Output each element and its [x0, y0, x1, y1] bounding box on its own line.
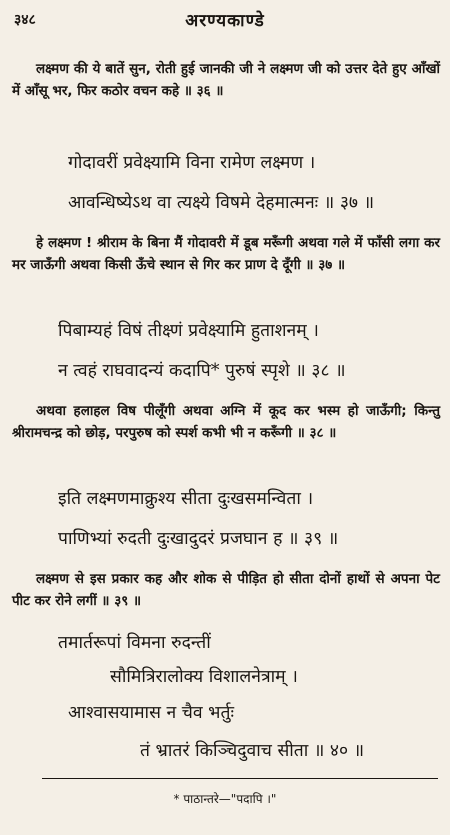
text-line: कहे ॥ ३६ ॥ [161, 83, 224, 99]
sanskrit-verse-line: आश्वासयामास न चैव भर्तुः [68, 703, 234, 723]
sanskrit-verse-line: तमार्तरूपां विमना रुदन्तीं [58, 633, 211, 653]
sanskrit-verse-line: गोदावरीं प्रवेक्ष्यामि विना रामेण लक्ष्मण । [68, 153, 316, 173]
text-line: लक्ष्मण से इस प्रकार कह और शोक से पीड़ित हो सीता दोनों [36, 571, 341, 587]
text-line: लक्ष्मण की ये बातें सुन, रोती हुई जानकी जी ने लक्ष्मण [36, 61, 304, 77]
sanskrit-verse-line: इति लक्ष्मणमाक्रुश्य सीता दुःखसमन्विता । [58, 489, 314, 509]
translation-paragraph [12, 568, 440, 612]
translation-paragraph [12, 58, 440, 102]
page-number: ३४८ [14, 12, 36, 28]
text-line: हे लक्ष्मण ! श्रीराम के बिना मैं गोदावरी में डूब मरूँगी अथवा [36, 235, 328, 251]
sanskrit-verse-line: न त्वहं राघवादन्यं कदापि* पुरुषं स्पृशे ॥ ३८ ॥ [58, 361, 346, 381]
sanskrit-verse-line: आवन्धिष्येऽथ वा त्यक्ष्ये विषमे देहमात्मनः ॥ ३७ ॥ [68, 193, 375, 213]
sanskrit-verse-line: सौमित्रिरालोक्य विशालनेत्राम् । [110, 667, 298, 687]
text-line: गिर कर प्राण दे दूँगी ॥ ३७ ॥ [203, 257, 346, 273]
sanskrit-verse-line: पिबाम्यहं विषं तीक्ष्णं प्रवेक्ष्यामि हुताशनम् । [58, 321, 319, 341]
text-line: हाथों से अपना पेट पीट कर रोने लगीं ॥ ३९ ॥ [12, 571, 440, 609]
sanskrit-verse-line: तं भ्रातरं किञ्चिदुवाच सीता ॥ ४० ॥ [140, 741, 365, 761]
text-line: जी को उत्तर देते हुए आँखों में आँसू भर, फिर कठोर वचन [12, 61, 440, 99]
footnote-rule [42, 778, 438, 779]
translation-paragraph [12, 400, 440, 444]
footnote: * पाठान्तरे—"पदापि ।" [173, 792, 277, 806]
sanskrit-verse-line: पाणिभ्यां रुदती दुःखादुदरं प्रजघान ह ॥ ३९ ॥ [58, 529, 339, 549]
text-line: अथवा हलाहल विष पीलूँगी अथवा अग्नि में कूद कर भस्म [36, 403, 341, 419]
text-line: गले में फाँसी लगा कर मर जाऊँगी अथवा किसी ऊँचे स्थान से [12, 235, 440, 273]
text-line: हो जाऊँगी; किन्तु श्रीरामचन्द्र को छोड़, परपुरुष को स्पर्श कभी [12, 403, 441, 441]
running-title: अरण्यकाण्डे [185, 11, 265, 31]
translation-paragraph [12, 232, 440, 276]
text-line: भी न करूँगी ॥ ३८ ॥ [230, 425, 337, 441]
